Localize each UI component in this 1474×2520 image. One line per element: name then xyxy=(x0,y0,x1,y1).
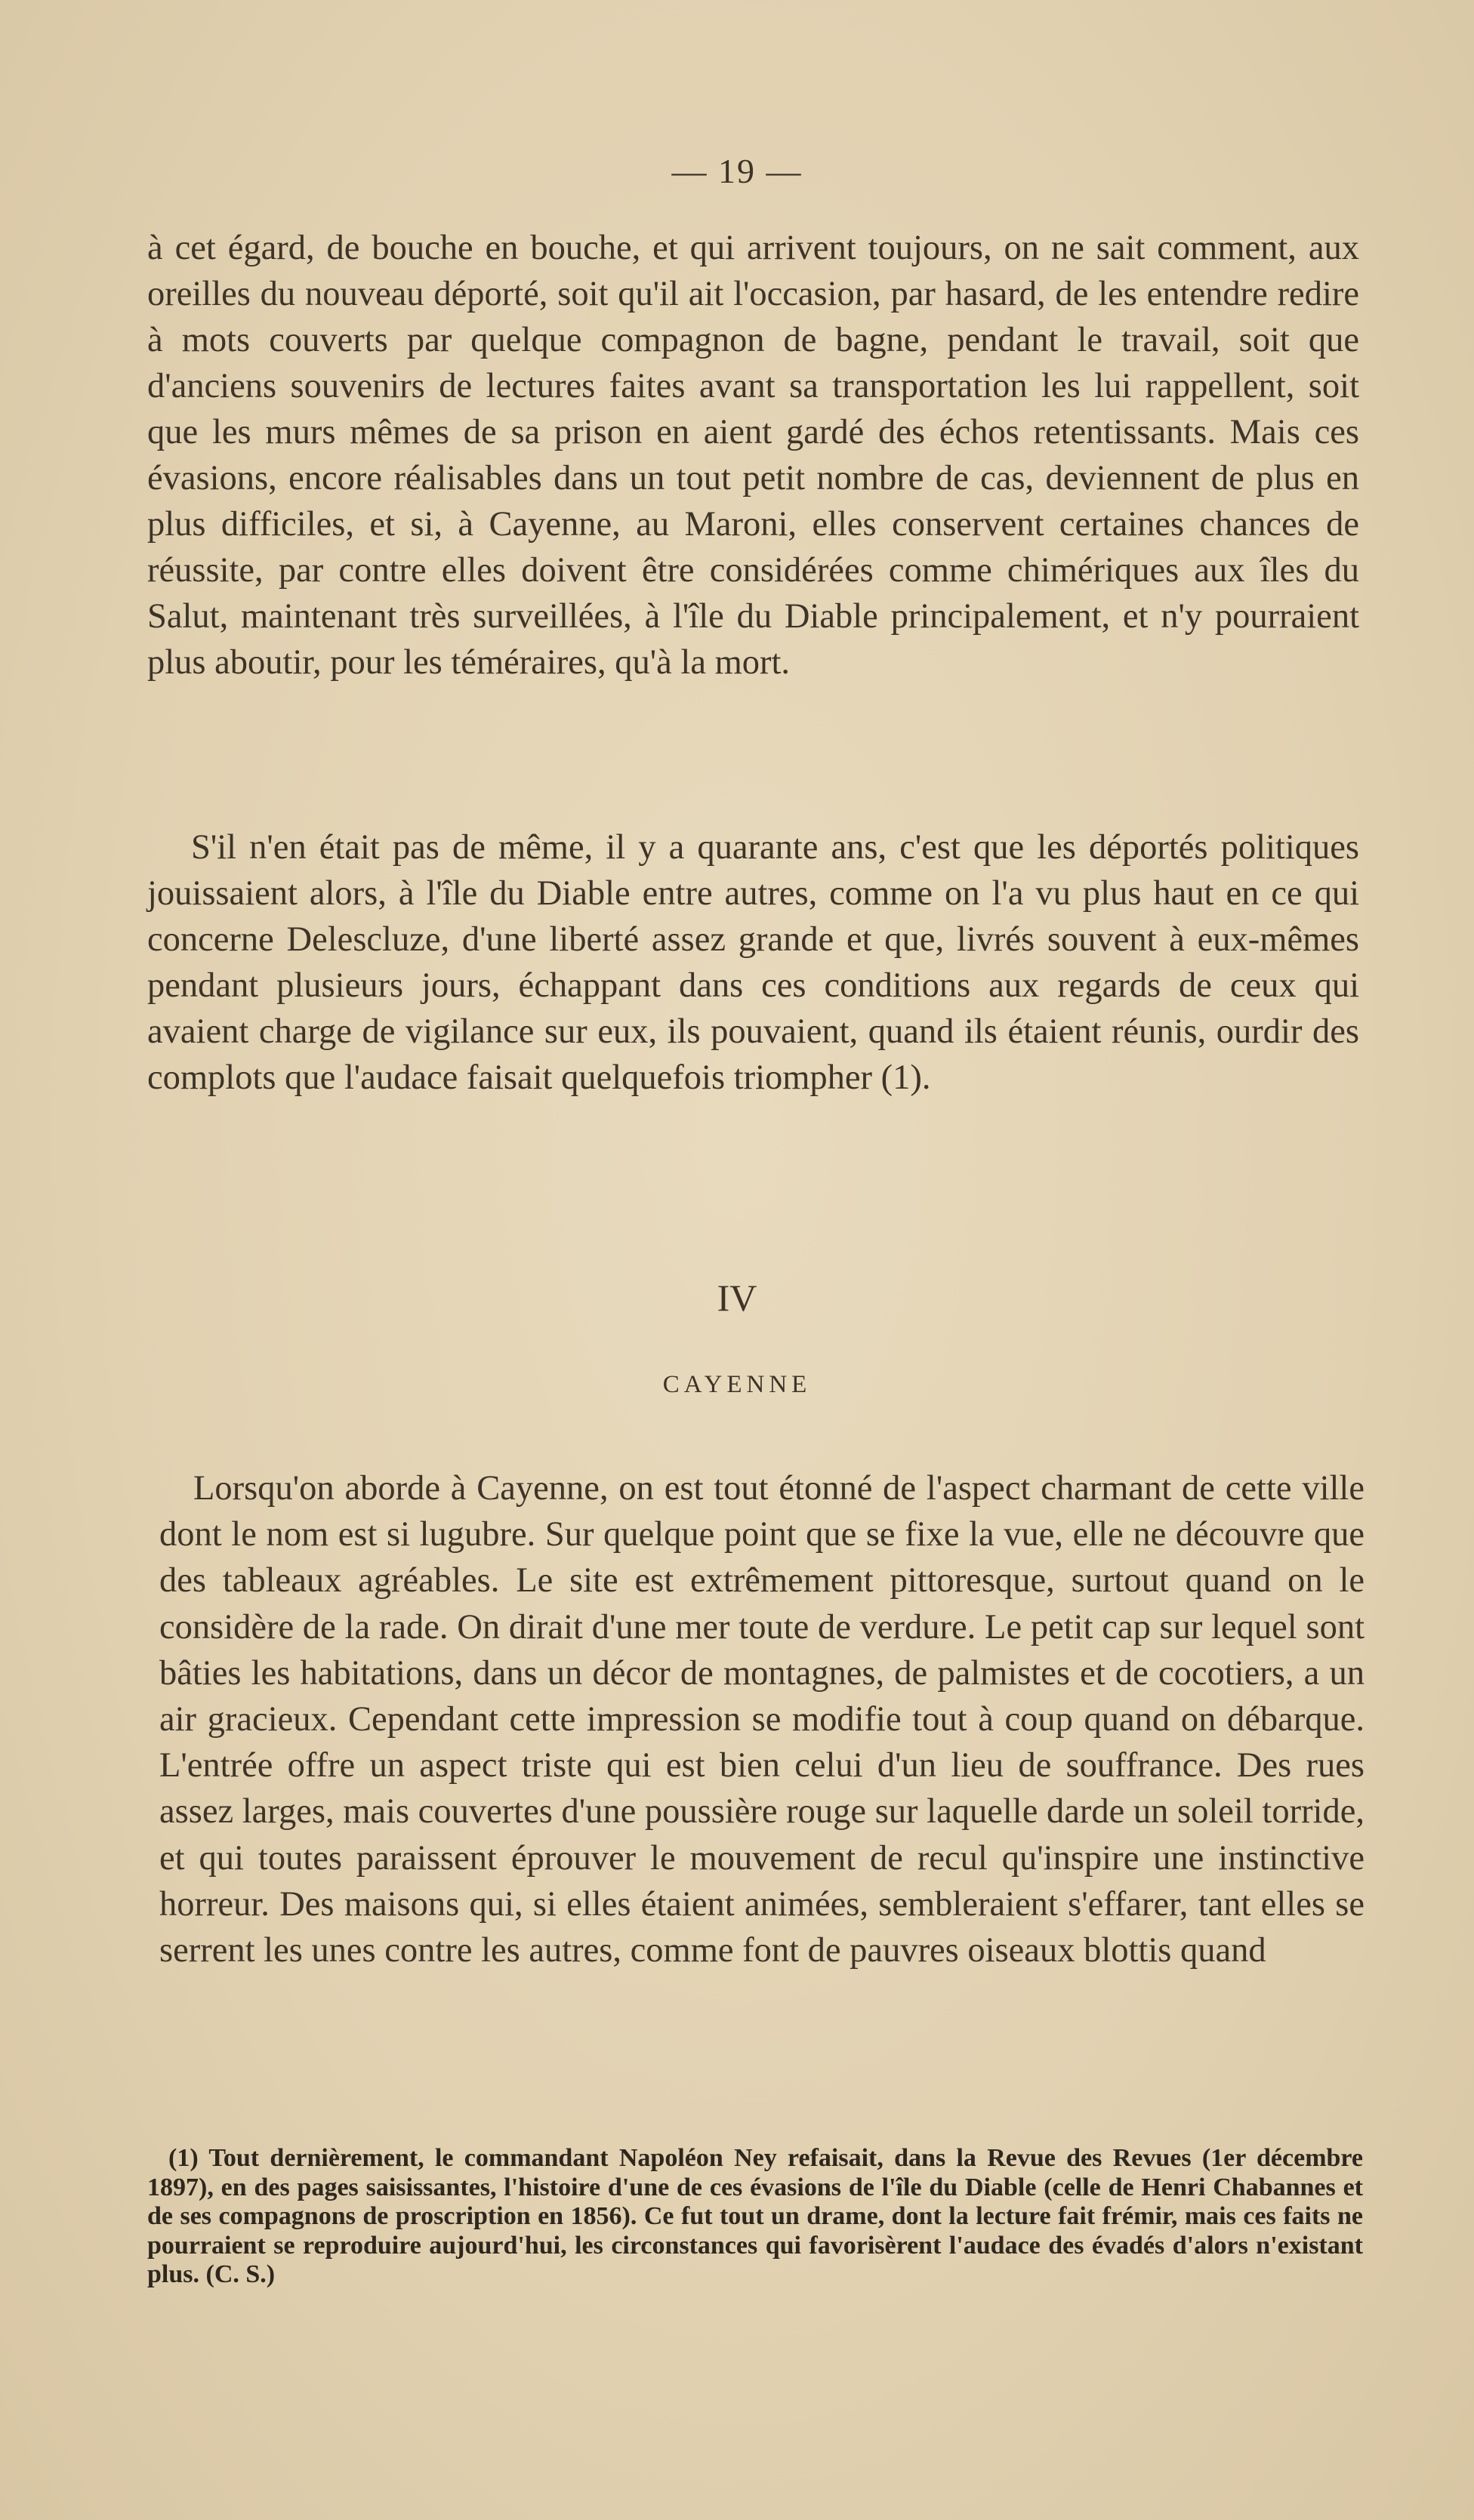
paragraph-continuation: à cet égard, de bouche en bouche, et qui arrivent toujours, on ne sait comment, aux oreilles du nouveau déporté, soit qu'il ait l'occasion, par hasard, de les entendre redire à mots couverts par quelque compagnon de bagne, pendant le travail, soit que d'anciens souvenirs de lectures faites avant sa transportation les lui rappellent, soit que les murs mêmes de sa prison en aient gardé des échos retentissants. Mais ces évasions, encore réalisables dans un tout petit nombre de cas, deviennent de plus en plus difficiles, et si, à Cayenne, au Maroni, elles conservent certaines chances de réussite, par contre elles doivent être considérées comme chimériques aux îles du Salut, maintenant très surveillées, à l'île du Diable principalement, et n'y pourraient plus aboutir, pour les téméraires, qu'à la mort. xyxy=(147,229,1359,682)
footnote-text: Tout dernièrement, le commandant Napoléon Ney refaisait, dans la Revue des Revues (1er décembre 1897), en des pages saisissantes, l'histoire d'une de ces évasions de l'île du Diable (celle de Henri Chabannes et de ses compagnons de proscription en 1856). Ce fut tout un drame, dont la lecture fait frémir, mais ces faits ne pourraient se reproduire aujourd'hui, les circonstances qui favorisèrent l'audace des évadés d'alors n'existant plus. (C. S.) xyxy=(147,2144,1363,2288)
paragraph-deportes: S'il n'en était pas de même, il y a quarante ans, c'est que les déportés politiques jouissaient alors, à l'île du Diable entre autres, comme on l'a vu plus haut en ce qui concerne Delescluze, d'une liberté assez grande et que, livrés souvent à eux-mêmes pendant plusieurs jours, échappant dans ces conditions aux regards de ceux qui avaient charge de vigilance sur eux, ils pouvaient, quand ils étaient réunis, ourdir des complots que l'audace faisait quelquefois triompher (1). xyxy=(147,828,1359,1097)
section-title: CAYENNE xyxy=(662,1371,812,1398)
page-number: — 19 — xyxy=(671,152,803,190)
footnote xyxy=(147,2144,1363,2290)
paragraph-cayenne: Lorsqu'on aborde à Cayenne, on est tout étonné de l'aspect charmant de cette ville dont le nom est si lugubre. Sur quelque point que se fixe la vue, elle ne découvre que des tableaux agréables. Le site est extrêmement pittoresque, surtout quand on le considère de la rade. On dirait d'une mer toute de verdure. Le petit cap sur lequel sont bâties les habitations, dans un décor de montagnes, de palmistes et de cocotiers, a un air gracieux. Cependant cette impression se modifie tout à coup quand on débarque. L'entrée offre un aspect triste qui est bien celui d'un lieu de souffrance. Des rues assez larges, mais couvertes d'une poussière rouge sur laquelle darde un soleil torride, et qui toutes paraissent éprouver le mouvement de recul qu'inspire une instinctive horreur. Des maisons qui, si elles étaient animées, sembleraient s'effarer, tant elles se serrent les unes contre les autres, comme font de pauvres oiseaux blottis quand xyxy=(159,1469,1365,1970)
footnote-marker: (1) xyxy=(168,2144,199,2172)
section-number: IV xyxy=(717,1277,757,1319)
